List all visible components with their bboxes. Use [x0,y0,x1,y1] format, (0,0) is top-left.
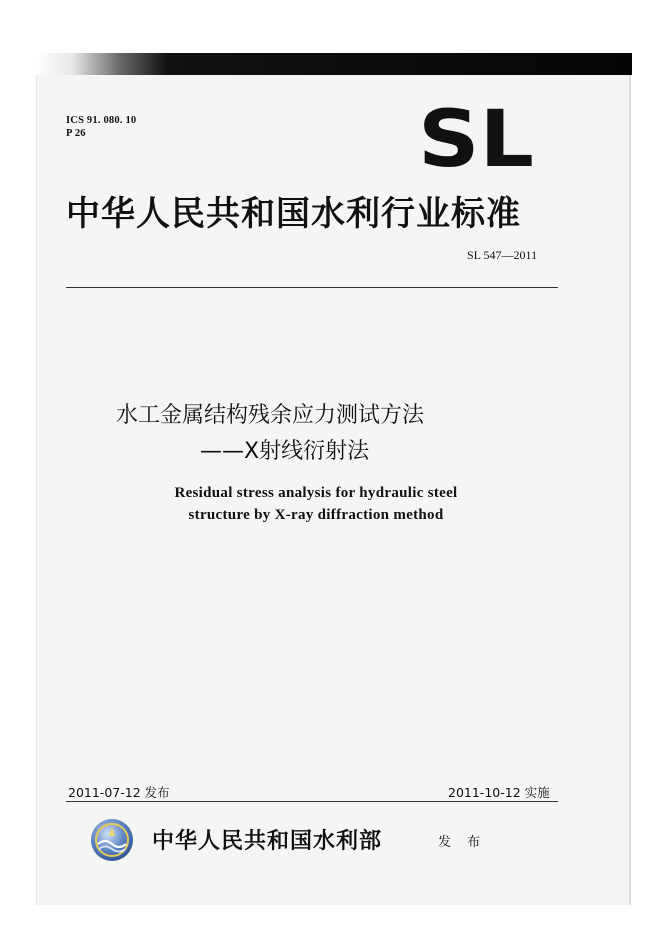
header-divider [66,287,558,288]
english-title [140,482,492,526]
ministry-emblem-icon [90,818,134,862]
standard-number: SL 547—2011 [467,248,538,262]
chinese-title-line-2: ——X射线衍射法 [200,439,370,464]
footer-divider [66,801,558,802]
issuing-authority: 中华人民共和国水利部 [152,828,383,854]
sl-logo-text: SL [418,102,534,182]
implementation-date: 2011-10-12 实施 [448,785,550,800]
scan-edge-bar [36,53,632,75]
english-title-line-2: structure by X-ray diffraction method [188,507,444,523]
standard-category-title: 中华人民共和国水利行业标准 [66,194,521,234]
ccs-code: P 26 [66,128,86,139]
ics-code: ICS 91. 080. 10 [66,115,137,126]
classification-codes [66,114,136,140]
issue-label: 发 布 [438,835,487,850]
english-title-line-1: Residual stress analysis for hydraulic steel [174,485,458,501]
sl-logo [418,102,534,182]
issue-date: 2011-07-12 发布 [68,785,170,800]
chinese-title-line-1: 水工金属结构残余应力测试方法 [116,403,425,428]
